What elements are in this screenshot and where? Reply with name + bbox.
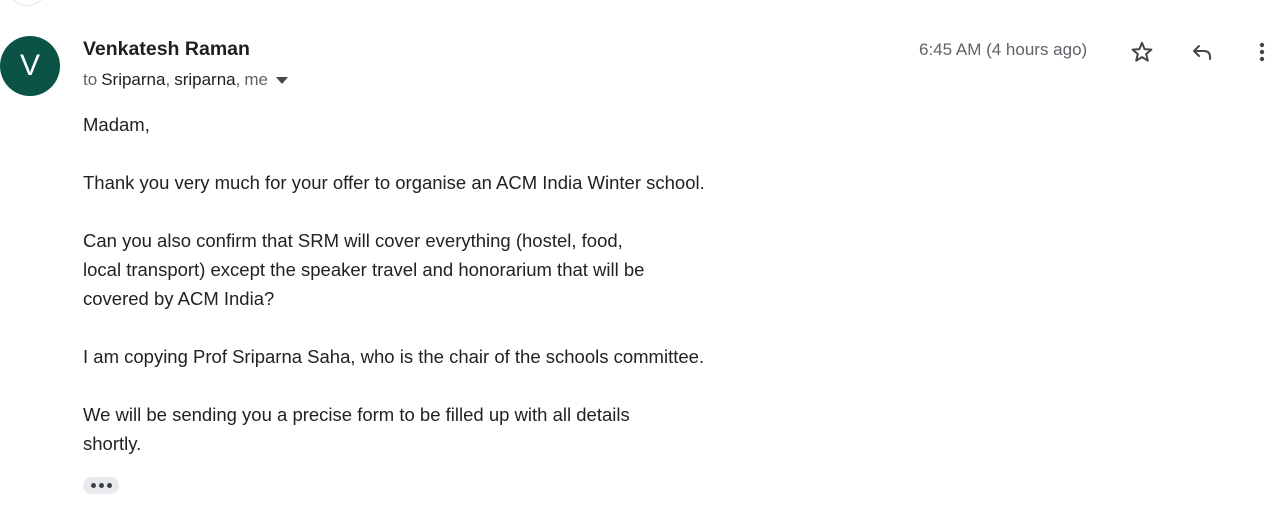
sender-name[interactable]: Venkatesh Raman [83, 38, 250, 60]
reply-button[interactable] [1184, 34, 1220, 70]
show-details-button[interactable] [272, 71, 292, 89]
recipients-line [83, 70, 292, 90]
more-vertical-icon [1258, 40, 1266, 64]
message-timestamp[interactable]: 6:45 AM (4 hours ago) [919, 40, 1088, 59]
recipient-separator: , [235, 70, 241, 89]
show-trimmed-content-button[interactable] [83, 477, 119, 494]
sender-avatar[interactable] [0, 36, 60, 96]
body-paragraph: Thank you very much for your offer to organise an ACM India Winter school. [83, 172, 705, 193]
star-button[interactable] [1124, 34, 1160, 70]
message-body [83, 110, 843, 487]
recipients-prefix: to [83, 70, 98, 89]
body-paragraph: Can you also confirm that SRM will cover everything (hostel, food, local transport) except the speaker travel and honorarium that will be covered by ACM India? [83, 230, 645, 309]
recipient-name: sriparna [174, 70, 236, 89]
star-outline-icon [1130, 40, 1154, 64]
reply-arrow-icon [1190, 40, 1214, 64]
body-paragraph: Madam, [83, 114, 150, 135]
body-paragraph: I am copying Prof Sriparna Saha, who is the chair of the schools committee. [83, 346, 705, 367]
caret-down-icon [276, 77, 288, 84]
more-options-button[interactable] [1244, 34, 1275, 70]
recipient-name: Sriparna [101, 70, 166, 89]
sender-avatar-letter: V [19, 49, 40, 82]
body-paragraph: We will be sending you a precise form to be filled up with all details shortly. [83, 404, 630, 454]
recipient-me: me [244, 70, 268, 89]
ellipsis-icon [89, 483, 113, 488]
recipient-separator: , [165, 70, 171, 89]
previous-message-avatar[interactable] [6, 0, 48, 6]
